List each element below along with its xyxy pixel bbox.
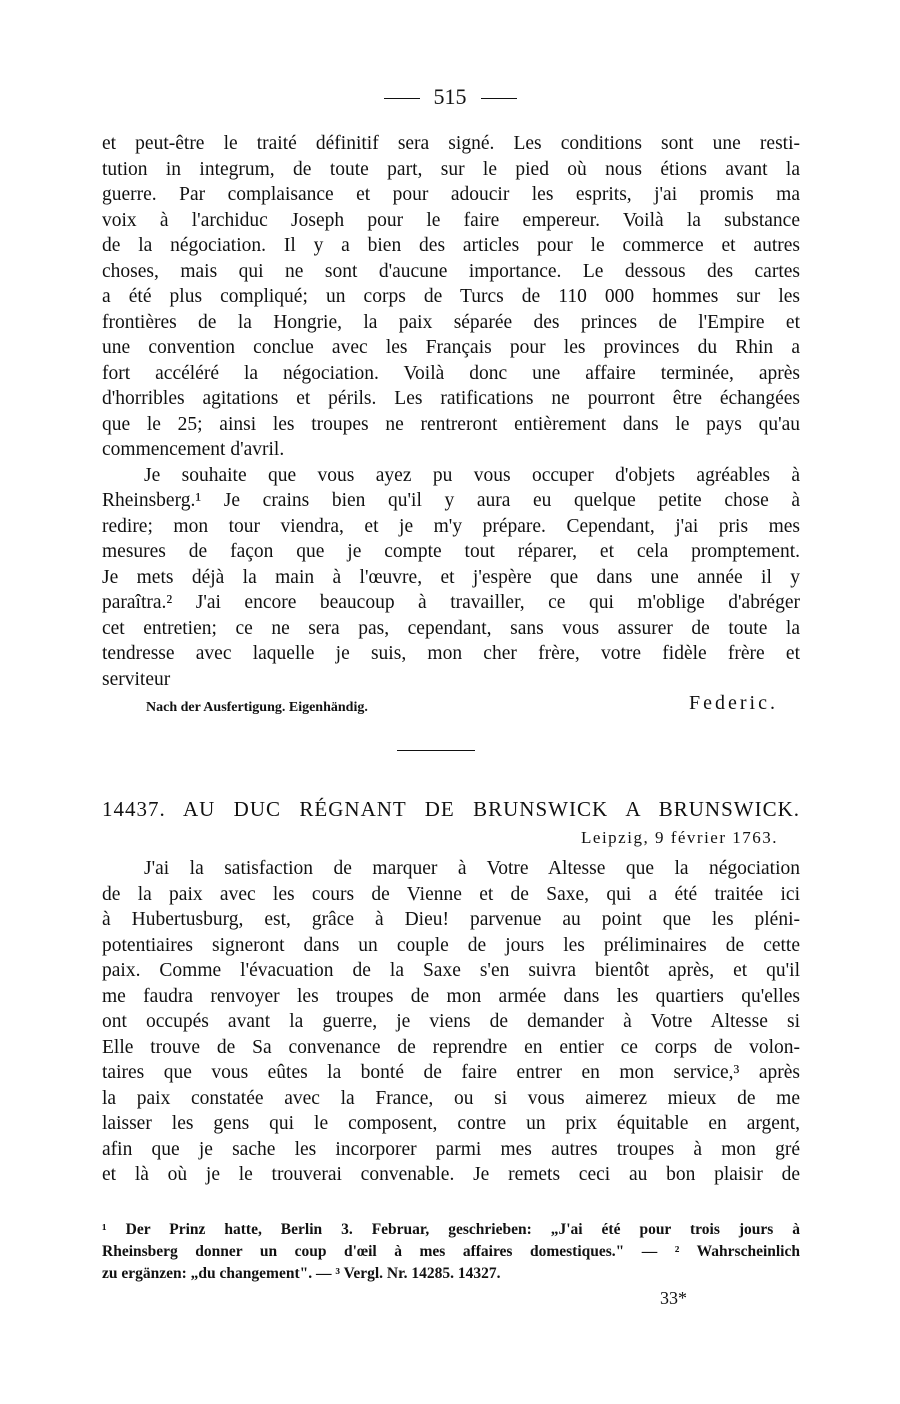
text-line: de la paix avec les cours de Vienne et de Saxe, qui a été traitée ici bbox=[102, 883, 800, 905]
text-line: Je souhaite que vous ayez pu vous occuper d'objets agréables à bbox=[144, 464, 800, 486]
text-line: Je mets déjà la main à l'œuvre, et j'espère que dans une année il y bbox=[102, 566, 800, 588]
text-line: ont occupés avant la guerre, je viens de demander à Votre Altesse si bbox=[102, 1011, 800, 1032]
text-line: et peut-être le traité définitif sera signé. Les conditions sont une resti- bbox=[102, 133, 800, 154]
text-line: paraîtra.² J'ai encore beaucoup à travailler, ce qui m'oblige d'abréger bbox=[102, 592, 800, 613]
text-line: serviteur bbox=[102, 668, 171, 690]
continued-letter-text bbox=[102, 131, 800, 692]
header-dash-right bbox=[481, 98, 517, 99]
text-line: tution in integrum, de toute part, sur le pied où nous étions avant la bbox=[102, 158, 800, 180]
text-line: laisser les gens qui le composent, contre un prix équitable en argent, bbox=[102, 1113, 800, 1134]
text-line: frontières de la Hongrie, la paix séparée des princes de l'Empire et bbox=[102, 311, 800, 333]
text-line: me faudra renvoyer les troupes de mon armée dans les quartiers qu'elles bbox=[102, 985, 800, 1007]
text-line: J'ai la satisfaction de marquer à Votre Altesse que la négociation bbox=[144, 858, 800, 879]
text-line: mesures de façon que je compte tout réparer, et cela promptement. bbox=[102, 541, 800, 562]
text-line: redire; mon tour viendra, et je m'y prépare. Cependant, j'ai pris mes bbox=[102, 515, 800, 537]
text-line: voix à l'archiduc Joseph pour le faire empereur. Voilà la substance bbox=[102, 209, 800, 231]
text-line: tendresse avec laquelle je suis, mon cher frère, votre fidèle frère et bbox=[102, 643, 800, 664]
text-line: a été plus compliqué; un corps de Turcs de 110 000 hommes sur les bbox=[102, 286, 800, 307]
text-line: commencement d'avril. bbox=[102, 439, 285, 460]
section-divider bbox=[397, 750, 475, 751]
letter-body bbox=[102, 856, 800, 1188]
page-header bbox=[0, 84, 900, 110]
footnote-line: zu ergänzen: „du changement". — ³ Vergl. Nr. 14285. 14327. bbox=[102, 1265, 501, 1282]
text-line: Rheinsberg.¹ Je crains bien qu'il y aura eu quelque petite chose à bbox=[102, 490, 800, 511]
footnote-line: Rheinsberg donner un coup d'œil à mes affaires domestiques." — ² Wahrscheinlich bbox=[102, 1243, 800, 1260]
text-line: et là où je le trouverai convenable. Je remets ceci au bon plaisir de bbox=[102, 1164, 800, 1185]
sheet-signature-mark: 33* bbox=[660, 1288, 687, 1308]
footnote-line: ¹ Der Prinz hatte, Berlin 3. Februar, geschrieben: „J'ai été pour trois jours à bbox=[102, 1221, 800, 1238]
text-line: à Hubertusburg, est, grâce à Dieu! parvenue au point que les pléni- bbox=[102, 909, 800, 930]
text-line: potentiaires signeront dans un couple de jours les préliminaires de cette bbox=[102, 934, 800, 956]
page-number: 515 bbox=[433, 84, 467, 109]
text-line: Elle trouve de Sa convenance de reprendre en entier ce corps de volon- bbox=[102, 1036, 800, 1058]
text-line: une convention conclue avec les Français pour les provinces du Rhin a bbox=[102, 337, 800, 358]
header-dash-left bbox=[384, 98, 420, 99]
text-line: d'horribles agitations et périls. Les ratifications ne pourront être échangées bbox=[102, 388, 800, 409]
text-line: que le 25; ainsi les troupes ne rentreront entièrement dans le pays qu'au bbox=[102, 413, 800, 435]
letter-title: 14437. AU DUC RÉGNANT DE BRUNSWICK A BRUNSWICK. bbox=[102, 797, 800, 821]
text-line: afin que je sache les incorporer parmi mes autres troupes à mon gré bbox=[102, 1138, 800, 1160]
source-note: Nach der Ausfertigung. Eigenhändig. bbox=[146, 700, 368, 715]
text-line: cet entretien; ce ne sera pas, cependant, sans vous assurer de toute la bbox=[102, 617, 800, 639]
signature: Federic. bbox=[689, 692, 778, 714]
text-line: paix. Comme l'évacuation de la Saxe s'en suivra bientôt après, et qu'il bbox=[102, 960, 800, 981]
text-line: la paix constatée avec la France, ou si vous aimerez mieux de me bbox=[102, 1087, 800, 1109]
text-line: de la négociation. Il y a bien des articles pour le commerce et autres bbox=[102, 235, 800, 256]
signature-row bbox=[102, 690, 800, 720]
text-line: choses, mais qui ne sont d'aucune importance. Le dessous des cartes bbox=[102, 260, 800, 282]
text-line: taires que vous eûtes la bonté de faire entrer en mon service,³ après bbox=[102, 1062, 800, 1083]
letter-dateline: Leipzig, 9 février 1763. bbox=[581, 828, 778, 847]
text-line: guerre. Par complaisance et pour adoucir les esprits, j'ai promis ma bbox=[102, 184, 800, 205]
text-line: fort accéléré la négociation. Voilà donc une affaire terminée, après bbox=[102, 362, 800, 384]
footnotes bbox=[102, 1219, 800, 1285]
